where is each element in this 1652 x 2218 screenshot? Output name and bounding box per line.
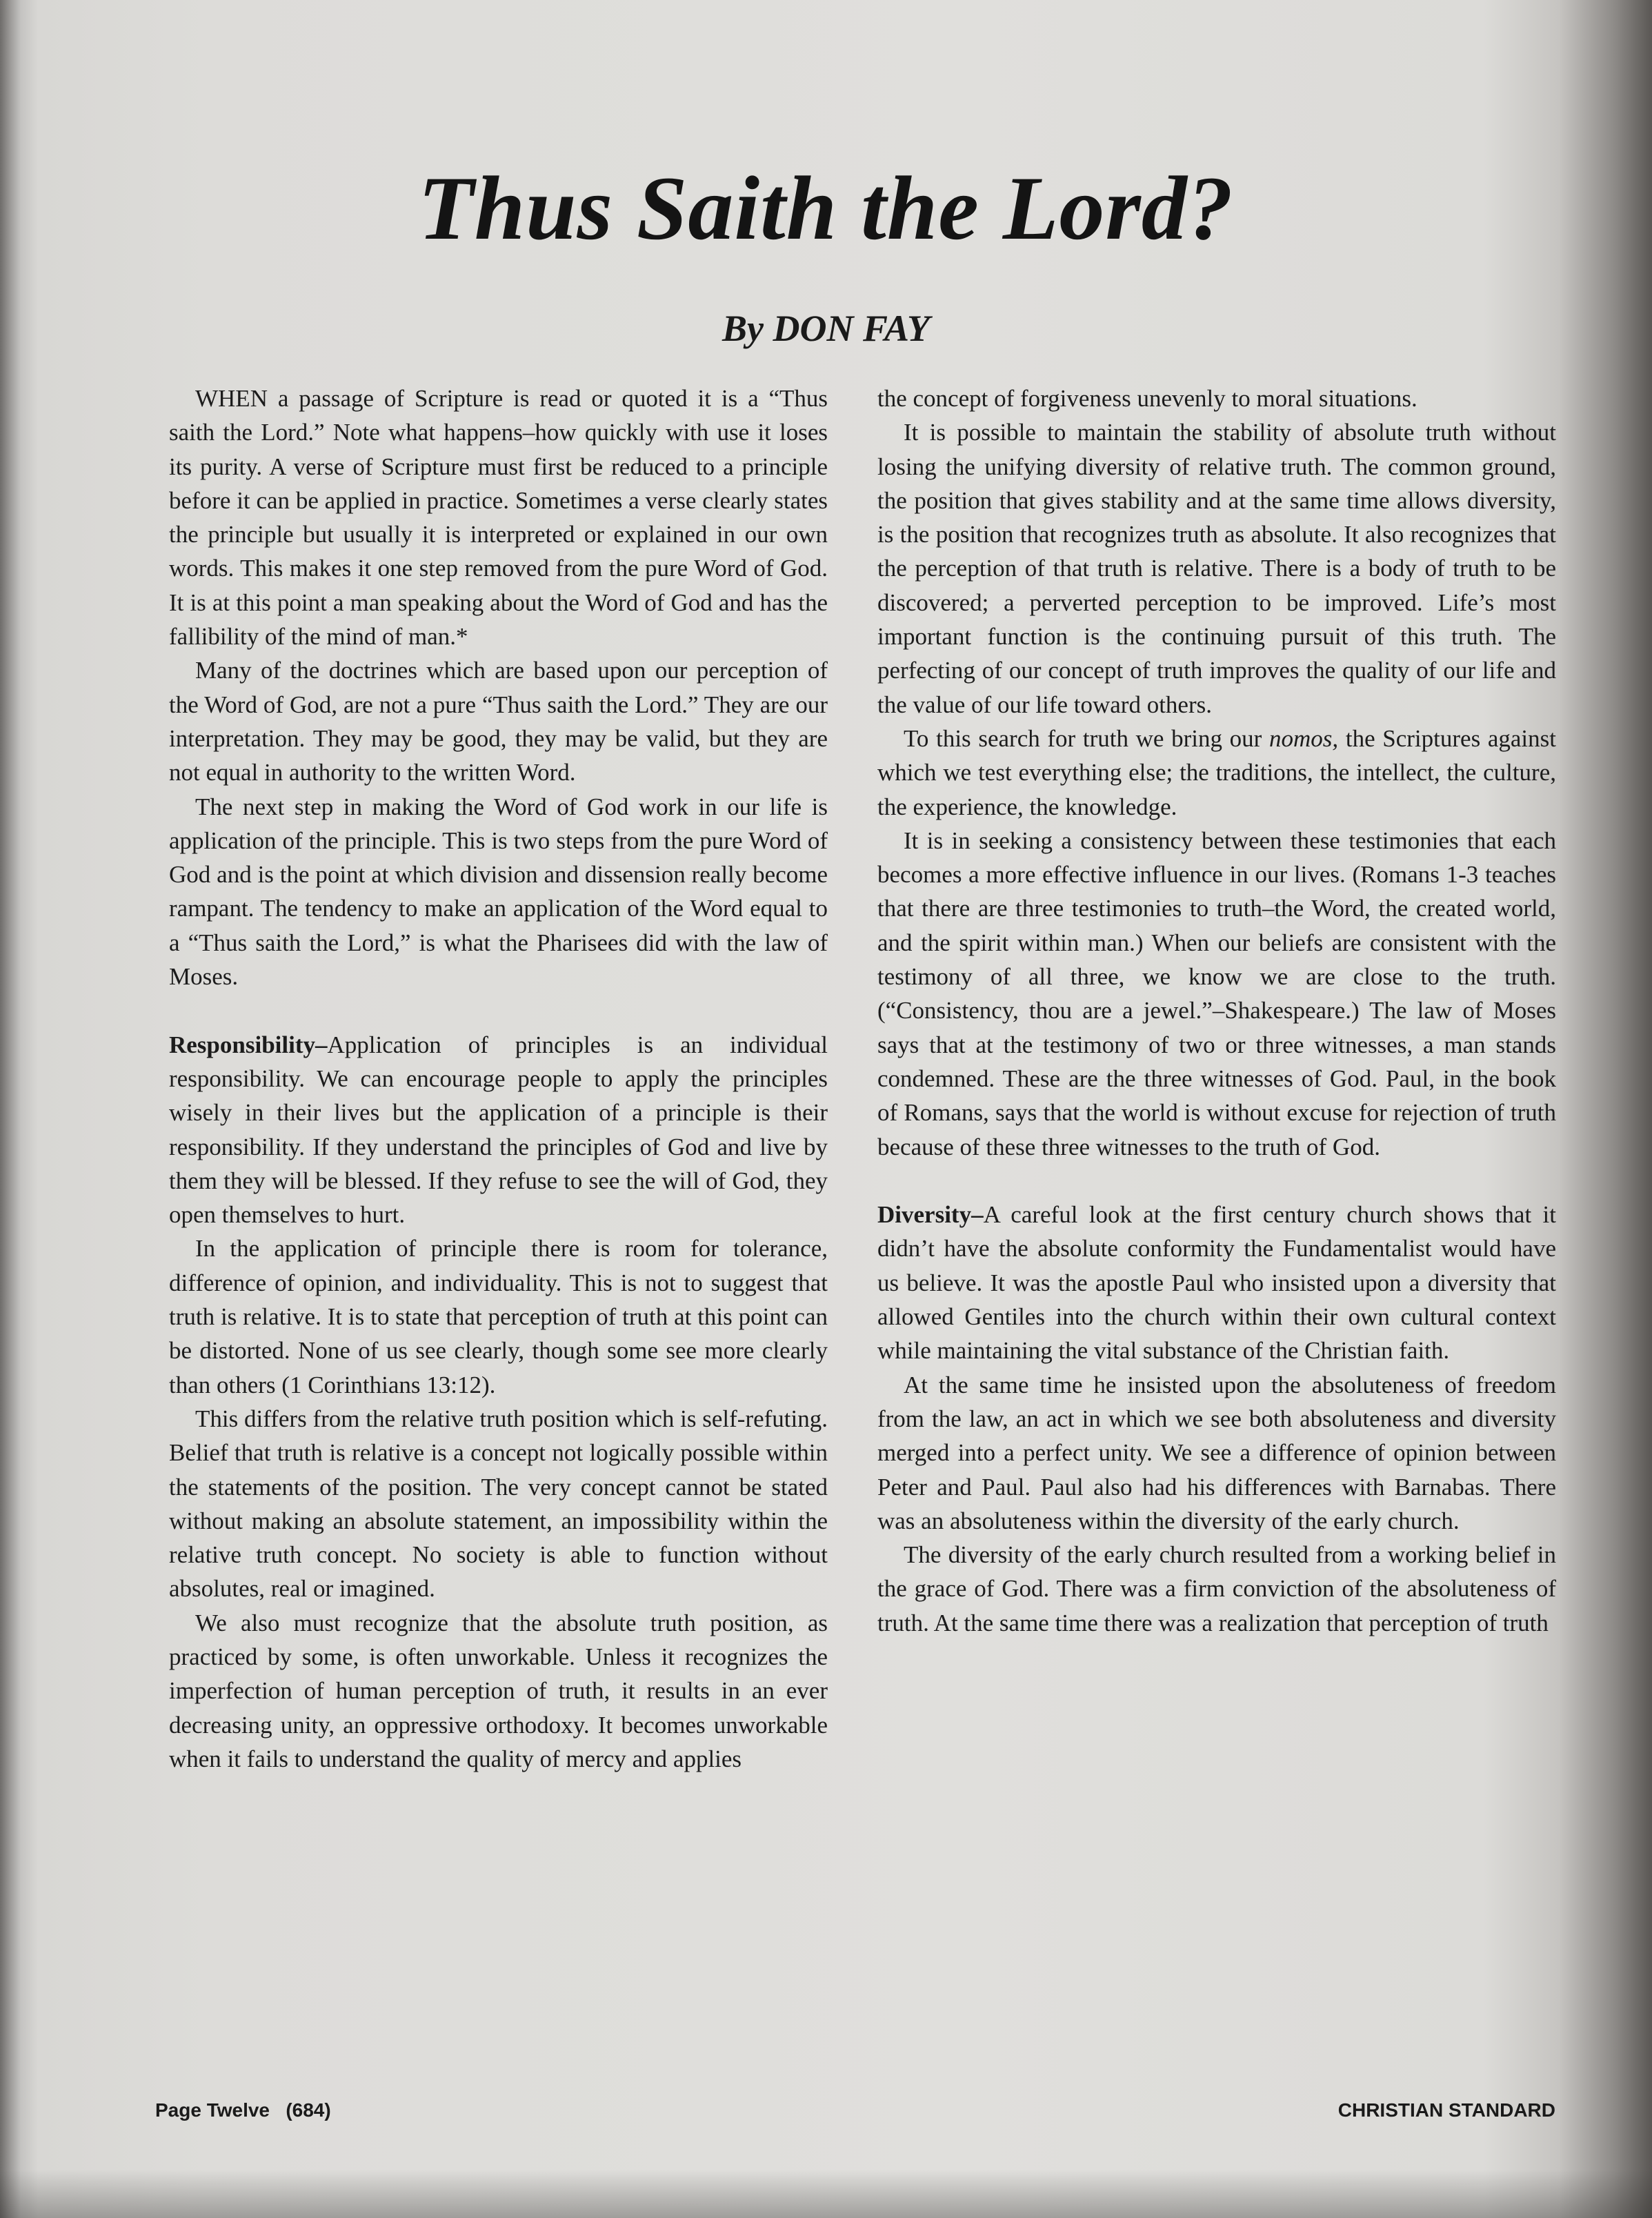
paragraph-diversity [877,1198,1556,1367]
section-gap [169,993,828,1027]
paragraph-text: the Scriptures against which we test everything else; the traditions, the intellect, the culture, the experience, the knowledge. [877,724,1556,820]
paragraph: WHEN a passage of Scripture is read or quoted it is a “Thus saith the Lord.” Note what happens–how quickly with use it loses its purity. A verse of Scripture must first be reduced to a principle before it can be applied in practice. Sometimes a verse clearly states the principle but usually it is interpreted or explained in our own words. This makes it one step removed from the pure Word of God. It is at this point a man speaking about the Word of God and has the fallibility of the mind of man.* [169,385,828,651]
paragraph-text: A careful look at the first century church shows that it didn’t have the absolute conformity the Fundamentalist would have us believe. It was the apostle Paul who insisted upon a diversity that allowed Gentiles into the church within their own cultural context while maintaining the vital substance of the Christian faith. [877,1201,1556,1365]
paragraph: It is possible to maintain the stability of absolute truth without losing the unifying diversity of relative truth. The common ground, the position that gives stability and at the same time allows diversity, is the position that recognizes truth as absolute. It also recognizes that the perception of that truth is relative. There is a body of truth to be discovered; a perverted perception to be improved. Life’s most important function is the continuing pursuit of this truth. The perfecting of our concept of truth improves the quality of our life and the value of our life toward others. [877,419,1556,718]
section-gap [877,1164,1556,1198]
paragraph: The diversity of the early church resulted from a working belief in the grace of God. There was a firm conviction of the absoluteness of truth. At the same time there was a realization that perception of truth [877,1541,1556,1636]
subheading-responsibility: Responsibility– [169,1031,328,1058]
right-column [877,382,1556,1640]
paragraph-text: Application of principles is an individual responsibility. We can encourage people to apply the principles wisely in their lives but the application of a principle is their responsibility. If they understand the principles of God and live by them they will be blessed. If they refuse to see the will of God, they open themselves to hurt. [169,1031,828,1229]
paragraph: We also must recognize that the absolute truth position, as practiced by some, is often unworkable. Unless it recognizes the imperfection of human perception of truth, it results in an ever decreasing unity, an oppressive orthodoxy. It becomes unworkable when it fails to understand the quality of mercy and applies [169,1609,828,1772]
publication-name-footer: CHRISTIAN STANDARD [1337,2099,1555,2121]
page-number-footer: Page Twelve (684) [155,2099,331,2121]
article-title: Thus Saith the Lord? [418,157,1234,259]
paragraph-continued: the concept of forgiveness unevenly to moral situations. [877,385,1417,412]
paragraph: At the same time he insisted upon the absoluteness of freedom from the law, an act in which we see both absoluteness and diversity merged into a perfect unity. We see a difference of opinion between Peter and Paul. Paul also had his differences with Barnabas. There was an absoluteness within the diversity of the early church. [877,1371,1556,1534]
paragraph: It is in seeking a consistency between these testimonies that each becomes a more effective influence in our lives. (Romans 1-3 teaches that there are three testimonies to truth–the Word, the created world, and the spirit within man.) When our beliefs are consistent with the testimony of all three, we know we are close to the truth. (“Consistency, thou are a jewel.”–Shakespeare.) The law of Moses says that at the testimony of two or three witnesses, a man stands condemned. These are the three witnesses of God. Paul, in the book of Romans, says that the world is without excuse for rejection of truth because of these three witnesses to the truth of God. [877,826,1556,1160]
emphasis-nomos: nomos, [1269,724,1339,752]
paragraph: This differs from the relative truth position which is self-refuting. Belief that truth is relative is a concept not logically possible within the statements of the position. The very concept cannot be stated without making an absolute statement, an impossibility within the relative truth concept. No society is able to function without absolutes, real or imagined. [169,1405,828,1603]
paragraph: Many of the doctrines which are based upon our perception of the Word of God, are not a pure “Thus saith the Lord.” They are our interpretation. They may be good, they may be valid, but they are not equal in authority to the written Word. [169,657,828,786]
left-column [169,382,828,1776]
paragraph [877,722,1556,824]
paragraph-responsibility [169,1028,828,1232]
subheading-diversity: Diversity– [877,1201,984,1229]
article-byline: By DON FAY [721,308,931,349]
paragraph-text: To this search for truth we bring our [904,724,1270,752]
paragraph: In the application of principle there is room for tolerance, difference of opinion, and individuality. This is not to suggest that truth is relative. It is to state that perception of truth at this point can be distorted. None of us see clearly, though some see more clearly than others (1 Corinthians 13:12). [169,1235,828,1398]
paragraph: The next step in making the Word of God work in our life is application of the principle. This is two steps from the pure Word of God and is the point at which division and dissension really become rampant. The tendency to make an application of the Word equal to a “Thus saith the Lord,” is what the Pharisees did with the law of Moses. [169,793,828,991]
